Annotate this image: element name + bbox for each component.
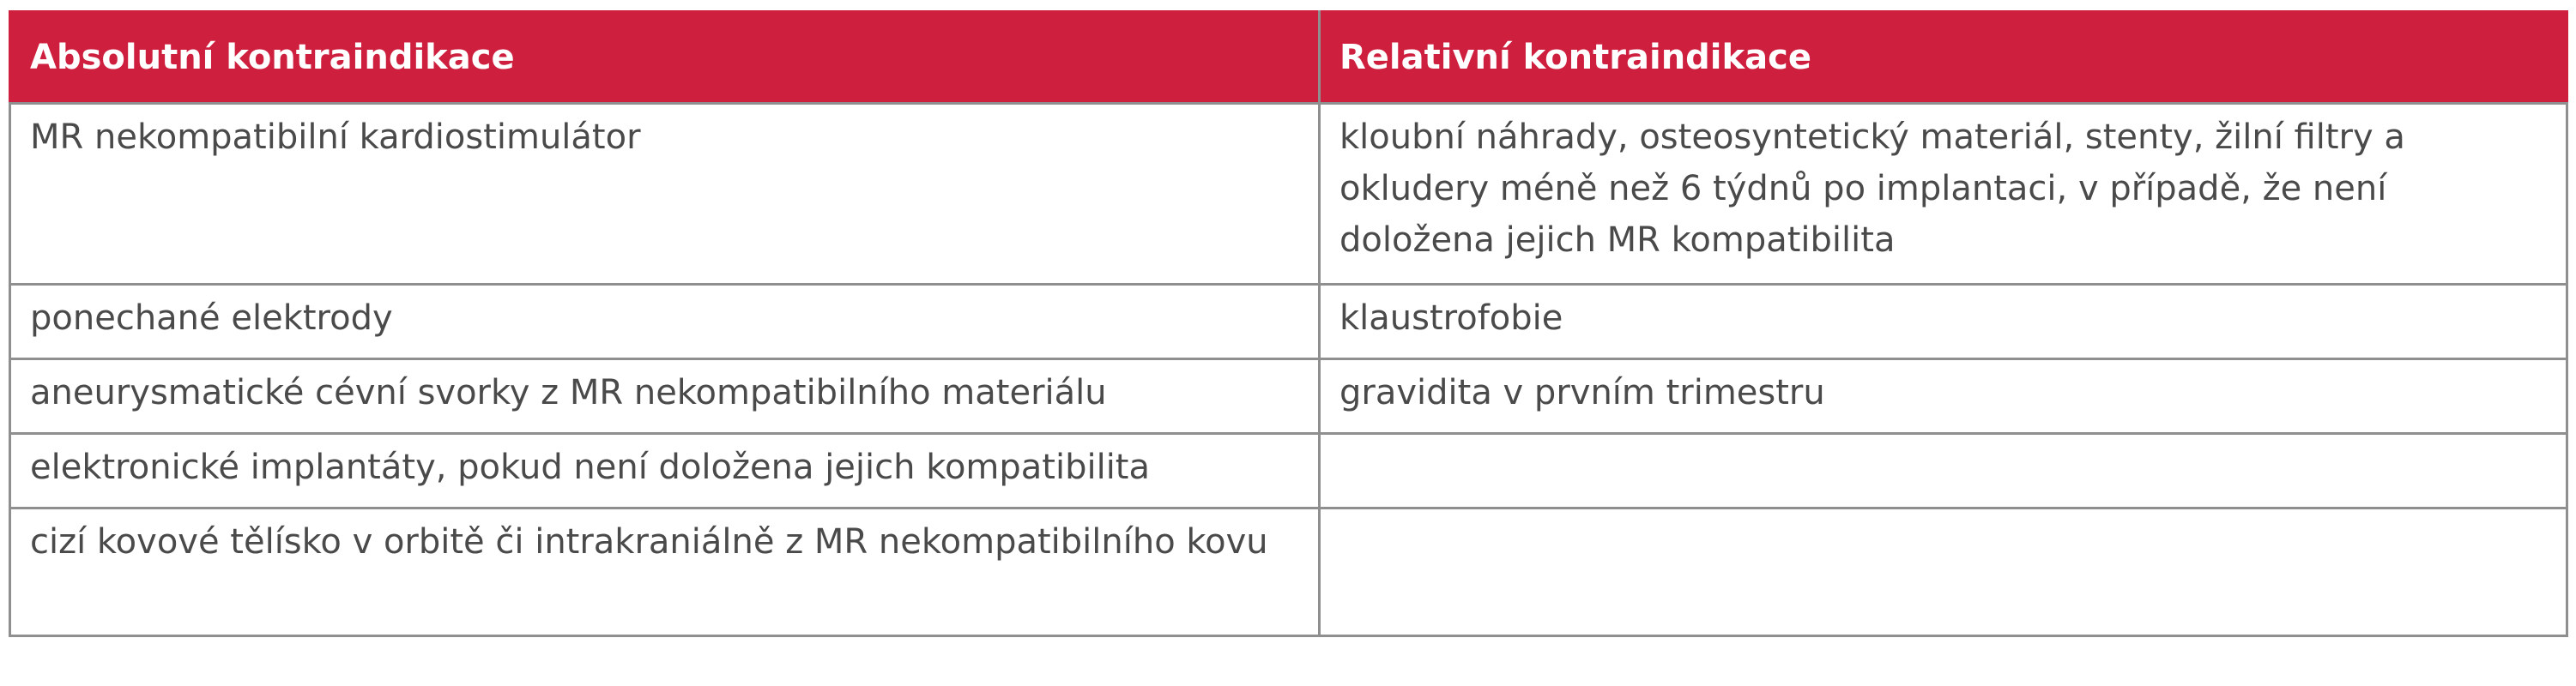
table-body <box>10 104 2567 636</box>
header-absolute-contraindications: Absolutní kontraindikace <box>10 12 1320 104</box>
absolute-cell: elektronické implantáty, pokud není doložena jejich kompatibilita <box>10 434 1320 508</box>
relative-cell: klaustrofobie <box>1320 285 2567 359</box>
table-row <box>10 434 2567 508</box>
absolute-cell: ponechané elektrody <box>10 285 1320 359</box>
absolute-cell: MR nekompatibilní kardiostimulátor <box>10 104 1320 285</box>
relative-cell: kloubní náhrady, osteosyntetický materiál, stenty, žilní filtry a okludery méně než 6 týdnů po implantaci, v případě, že není doložena jejich MR kompatibilita <box>1320 104 2567 285</box>
table-header <box>10 12 2567 104</box>
relative-cell-empty <box>1320 434 2567 508</box>
contraindications-table <box>9 10 2568 637</box>
relative-cell: gravidita v prvním trimestru <box>1320 359 2567 434</box>
relative-cell-empty <box>1320 508 2567 636</box>
table-row <box>10 508 2567 636</box>
table-row <box>10 285 2567 359</box>
header-row <box>10 12 2567 104</box>
absolute-cell: cizí kovové tělísko v orbitě či intrakraniálně z MR nekompatibilního kovu <box>10 508 1320 636</box>
table-row <box>10 104 2567 285</box>
absolute-cell: aneurysmatické cévní svorky z MR nekompatibilního materiálu <box>10 359 1320 434</box>
table-row <box>10 359 2567 434</box>
header-relative-contraindications: Relativní kontraindikace <box>1320 12 2567 104</box>
